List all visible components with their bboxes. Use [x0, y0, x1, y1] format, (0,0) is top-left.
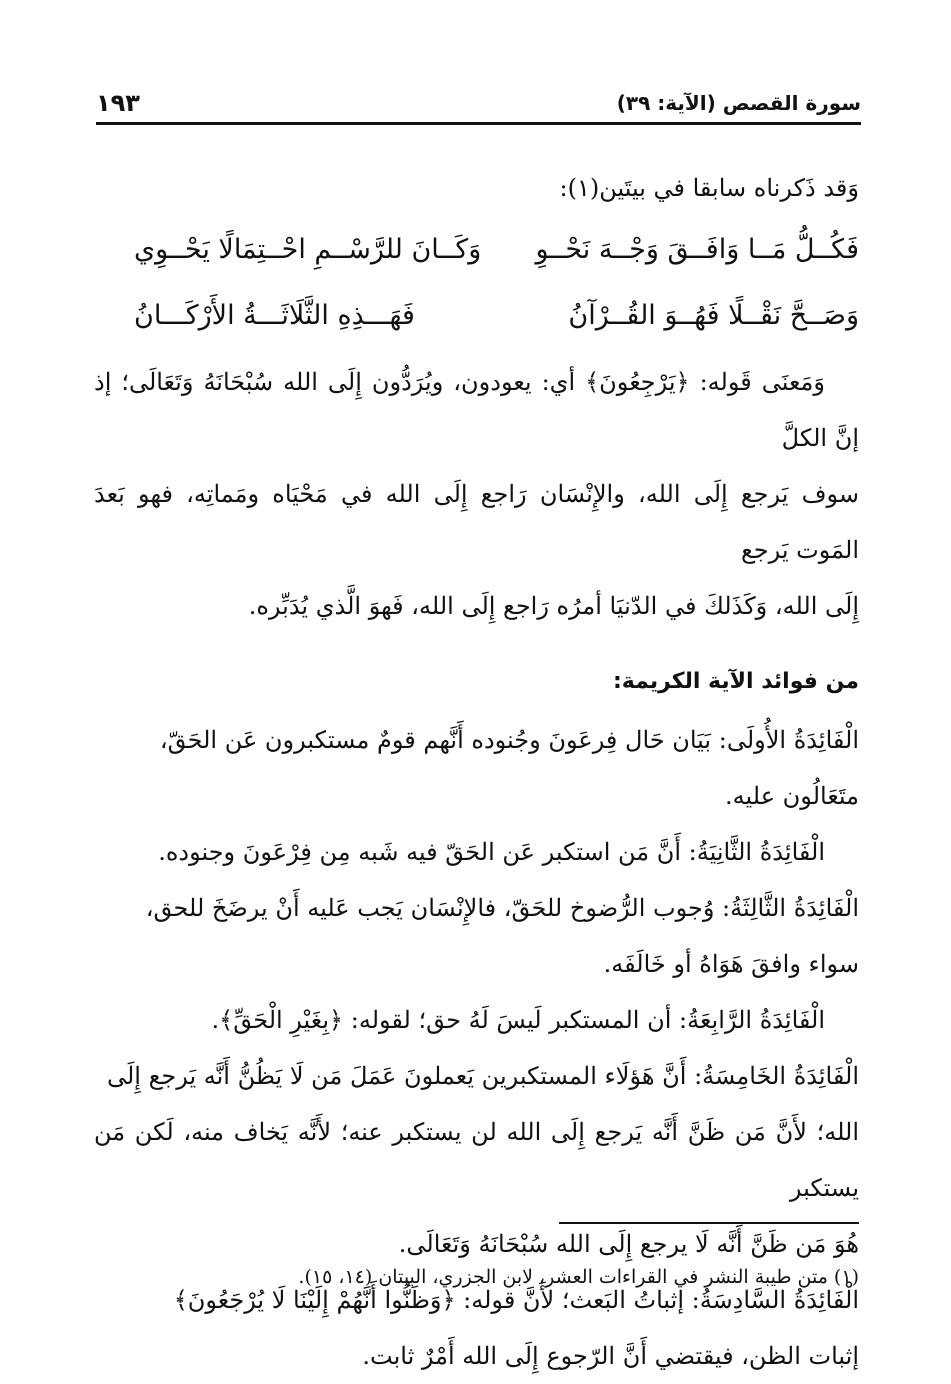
- verse-row: [94, 288, 859, 344]
- surah-title: سورة القصص (الآية: ٣٩): [616, 91, 861, 115]
- benefit-line: هُوَ مَن ظَنَّ أَنَّه لَا يرجع إِلَى الله سُبْحَانَهُ وَتَعَالَى.: [398, 1230, 859, 1258]
- benefit-line: الْفَائِدَةُ الثَّالِثَةُ: وُجوب الرُّضوخ للحَقّ، فالإِنْسَان يَجب عَليه أَنْ يرضَخَ للحق،: [145, 894, 859, 922]
- benefit-line: متَعَالُون عليه.: [725, 782, 859, 810]
- intro-line: وَقد ذَكرناه سابقا في بيتَين(١):: [559, 174, 859, 202]
- benefit-line: الله؛ لأَنَّ مَن ظَنَّ أَنَّه يَرجع إِلَى الله لن يستكبر عنه؛ لأَنَّه يَخاف منه، لَكن مَن يستكبر: [94, 1118, 859, 1202]
- footnote-separator: [559, 1222, 859, 1224]
- verse-hemistich-right: وَصَــحَّ نَقْــلًا فَهُــوَ القُــرْآنُ: [568, 300, 859, 331]
- benefit-line: سواء وافقَ هَوَاهُ أو خَالَفَه.: [603, 950, 859, 978]
- benefit-line: الْفَائِدَةُ الثَّانِيَةُ: أَنَّ مَن استكبر عَن الحَقّ فيه شَبه مِن فِرْعَونَ وجنوده.: [158, 838, 825, 866]
- main-text: [94, 160, 859, 1384]
- footnote: (١) متن طيبة النشر في القراءات العشر، لابن الجزري، البيتان (١٤، ١٥).: [298, 1266, 859, 1288]
- page-number: ١٩٣: [96, 89, 140, 117]
- section-title: من فوائد الآية الكريمة:: [612, 669, 859, 694]
- benefit-line: الْفَائِدَةُ السَّادِسَةُ: إثباتُ البَعث؛ لأَنَّ قوله: ﴿وَظَنُّوا أَنَّهُمْ إِلَيْنَا لَا يُرْجَعُونَ﴾: [173, 1286, 859, 1314]
- benefit-line: إثبات الظن، فيقتضي أَنَّ الرّجوع إِلَى الله أَمْرٌ ثابت.: [362, 1342, 859, 1370]
- meaning-line: وَمَعنَى قَوله: ﴿يَرْجِعُونَ﴾ أي: يعودون، ويُرَدُّون إِلَى الله سُبْحَانَهُ وَتَعَالَى؛ إذ إنَّ الكلَّ: [94, 368, 859, 452]
- meaning-line: سوف يَرجع إِلَى الله، والإِنْسَان رَاجع إِلَى الله في مَحْيَاه ومَماتِه، فهو بَعدَ المَوت يَرجع: [94, 480, 859, 564]
- meaning-line: إِلَى الله، وَكَذَلكَ في الدّنيَا أمرُه رَاجع إِلَى الله، فَهوَ الَّذي يُدَبِّره.: [248, 592, 859, 620]
- verse-hemistich-left: وَكَــانَ للرَّسْــمِ احْــتِمَالًا يَحْــوِي: [134, 234, 482, 265]
- benefit-line: الْفَائِدَةُ الأُولَى: بَيَان حَال فِرعَونَ وجُنوده أَنَّهم قومٌ مستكبرون عَن الحَقّ،: [159, 726, 859, 754]
- verse-hemistich-right: فَكُــلُّ مَــا وَافَــقَ وَجْــهَ نَحْــوِ: [535, 234, 859, 265]
- benefit-line: الْفَائِدَةُ الخَامِسَةُ: أَنَّ هَؤلَاء المستكبرين يَعملونَ عَمَلَ مَن لَا يَظُنُّ أَنَّه يَرجع إِلَى: [106, 1062, 859, 1090]
- verse-row: [94, 222, 859, 278]
- verse-hemistich-left: فَهَـــذِهِ الثَّلَاثَـــةُ الأَرْكَـــانُ: [134, 300, 415, 331]
- benefit-line: الْفَائِدَةُ الرَّابِعَةُ: أن المستكبر لَيسَ لَهُ حق؛ لقوله: ﴿بِغَيْرِ الْحَقِّ﴾.: [211, 1006, 825, 1034]
- page-header: [96, 84, 861, 125]
